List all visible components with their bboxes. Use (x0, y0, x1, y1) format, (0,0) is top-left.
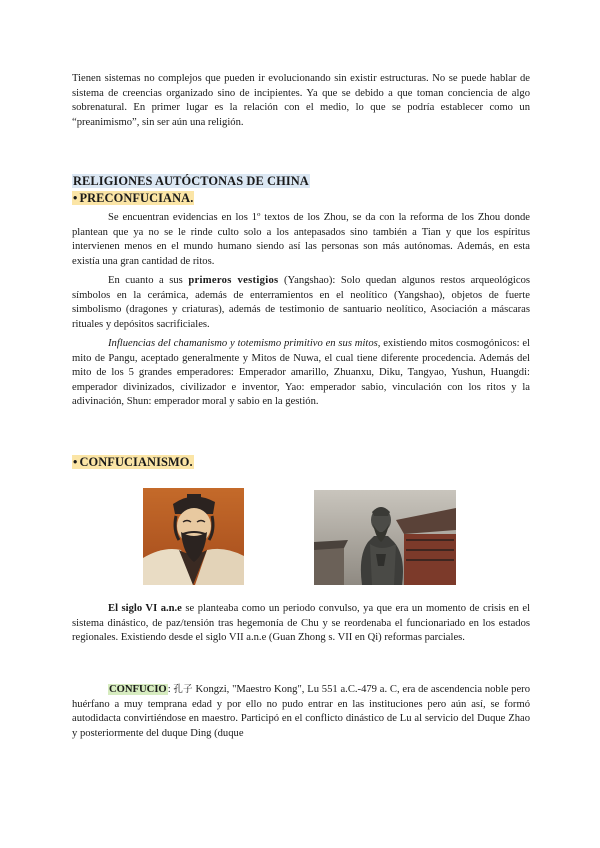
p3-rest: existiendo mitos cosmogónicos: el mito de Pangu, aceptado generalmente y Mitos de Nuwa, el cual tiene diferente procedencia. Además del mito de los 5 grandes emperadores: Emperador amarillo, Zhuanxu, Diku, Tangyao, Yushun, Huangdi: emperador divinizados, civilizador e inventor, Yao: emperador sabio, vinculación con los ritos y la adivinación, Shun: emperador moral y sabio en la gestión. (72, 338, 530, 408)
siglo-rest: se planteaba como un periodo convulso, ya que era un momento de crisis en el sistema dinástico, de paz/tensión tras hegemonía de Chu y se reordenaba el funcionariado en los estados regionales. Existiendo desde el siglo VII a.n.e (Guan Zhong s. VII en Qi) reformas parciales. (72, 603, 531, 644)
p3-italic: Influencias del chamanismo y totemismo primitivo en sus mitos, (108, 338, 381, 349)
preconfuciana-paragraph-3 (72, 337, 530, 410)
p2-lead: En cuanto a sus (108, 275, 189, 286)
confucio-colon: : (167, 684, 174, 695)
bullet-icon: • (73, 191, 78, 205)
preconfuciana-paragraph-2 (72, 274, 530, 332)
siglo-bold: El siglo VI a.n.e (108, 603, 182, 614)
subheading-highlight-2 (72, 455, 194, 469)
bullet-icon-2: • (73, 455, 78, 469)
preconfuciana-paragraph-1: Se encuentran evidencias en los 1º textos de los Zhou, se da con la reforma de los Zhou donde plantean que ya no se le rinde culto solo a los antepasados sino también a Tian y que los espíritus intervienen menos en el mundo humano siendo así las personas son más autónomas. Además, en esta existía una gran cantidad de ritos. (72, 212, 530, 267)
confucianismo-paragraph-2 (72, 683, 530, 741)
confucio-rest: Kongzi, "Maestro Kong", Lu 551 a.C.-479 a. C, era de ascendencia noble pero huérfano a muy temprana edad y por ello no pudo entrar en las instituciones pero aún así, se formó autodidacta convirtiéndose en maestro. Participó en el conflicto dinástico de Lu al servicio del Duque Zhao y posteriormente del duque Ding (duque (72, 684, 530, 739)
subheading-confucianismo (72, 455, 194, 470)
section-title: RELIGIONES AUTÓCTONAS DE CHINA (73, 174, 309, 188)
confucius-portrait-image (143, 488, 244, 585)
subheading-preconfuciana (72, 191, 194, 206)
subheading-label-2: CONFUCIANISMO. (79, 455, 193, 469)
confucio-label: CONFUCIO (109, 684, 167, 695)
confucius-statue-image (314, 490, 456, 585)
confucio-chinese-name: 孔子 (173, 684, 193, 695)
p2-bold: primeros vestigios (188, 275, 279, 286)
p2-rest: (Yangshao): Solo quedan algunos restos arqueológicos símbolos en la cerámica, además de enterramientos en el neolítico (Yangshao), objetos de fuerte simbolismo (dragones y criaturas), además de testimonio de santuario neolítico, Asociación a máscaras rituales y depósitos sacrificiales. (72, 275, 530, 330)
intro-paragraph: Tienen sistemas no complejos que pueden ir evolucionando sin existir estructuras. No se puede hablar de sistema de creencias organizado sino de incipientes. Ya que se debido a que toman conciencia de algo sobrenatural. En primer lugar es la relación con el medio, lo que se podría establecer como un “preanimismo”, sin ser aún una religión. (72, 73, 530, 128)
subheading-highlight (72, 191, 194, 205)
subheading-label: PRECONFUCIANA. (79, 191, 194, 205)
confucianismo-paragraph-1 (72, 602, 530, 646)
section-heading-religiones (72, 174, 310, 189)
